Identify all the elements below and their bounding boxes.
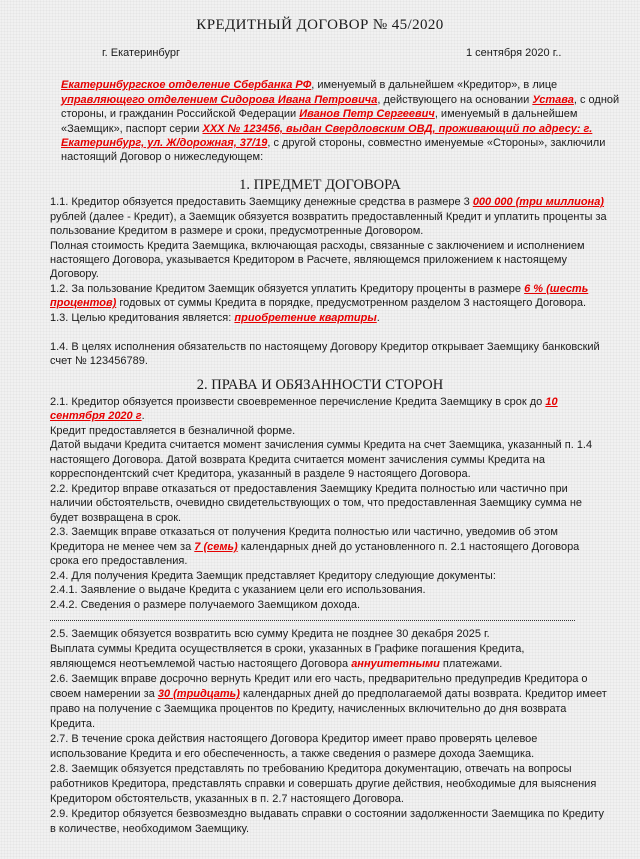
omission-divider [50, 620, 575, 621]
clause-1-1-line-4: Полная стоимость Кредита Заемщика, включающая расходы, связанные с заключением и исполнением [50, 240, 585, 252]
due-date: 10 [545, 396, 558, 408]
clause-2-2-line-3: будет возвращена в срок. [50, 512, 182, 524]
clause-2-9-line-2: в количестве, необходимом Заемщику. [50, 823, 249, 835]
intro-line-5: Екатеринбург, ул. Ж/дорожная, 37/19, с другой стороны, совместно именуемые «Стороны», заключили [61, 137, 606, 149]
contract-city: г. Екатеринбург [102, 47, 180, 59]
clause-1-1-line-2: рублей (далее - Кредит), а Заемщик обязуется возвратить предоставленный Кредит и уплатить проценты за [50, 211, 607, 223]
borrower-name: Иванов Петр Сергеевич [299, 108, 435, 120]
section-1-heading: 1. ПРЕДМЕТ ДОГОВОРА [239, 177, 401, 193]
clause-2-1-line-1: 2.1. Кредитор обязуется произвести своевременное перечисление Кредита Заемщику в срок до 10 [50, 396, 558, 408]
clause-2-8-line-1: 2.8. Заемщик обязуется представлять по требованию Кредитора документацию, отвечать на вопросы [50, 763, 572, 775]
clause-2-3-line-3: срока его предоставления. [50, 555, 188, 567]
clause-2-5-line-1: 2.5. Заемщик обязуется возвратить всю сумму Кредита не позднее 30 декабря 2025 г. [50, 628, 490, 640]
intro-line-2: управляющего отделением Сидорова Ивана Петровича, действующего на основании Устава, с одной [61, 94, 620, 106]
clause-2-3-line-1: 2.3. Заемщик вправе отказаться от получения Кредита полностью или частично, уведомив об этом [50, 526, 558, 538]
clause-2-4-1: 2.4.1. Заявление о выдаче Кредита с указанием цели его использования. [50, 584, 426, 596]
basis-document: Устава [532, 94, 574, 106]
clause-2-6-line-4: Кредита. [50, 718, 96, 730]
clause-1-1-line-5: настоящего Договора, указывается Кредитором в Расчете, являющемся приложением к настоящему [50, 254, 568, 266]
interest-rate-cont: процентов) [50, 297, 117, 309]
clause-1-4-line-2: счет № 123456789. [50, 355, 148, 367]
clause-2-7-line-1: 2.7. В течение срока действия настоящего Договора Кредитор имеет право проверять целевое [50, 733, 538, 745]
intro-line-6: настоящий Договор о нижеследующем: [61, 151, 264, 163]
clause-2-1-line-6: корреспондентский счет Кредитора, указанный в разделе 9 настоящего Договора. [50, 468, 471, 480]
clause-2-1-line-2: сентября 2020 г. [50, 410, 145, 422]
payment-type: аннуитетными [351, 658, 440, 670]
prepayment-notice-days: 30 (тридцать) [157, 688, 240, 700]
contract-date: 1 сентября 2020 г.. [466, 47, 562, 59]
clause-2-2-line-2: наличии обстоятельств, очевидно свидетельствующих о том, что предоставленная Заемщику сумма не [50, 497, 583, 509]
clause-1-1-line-3: пользование Кредитом в размере и сроки, предусмотренные Договором. [50, 225, 424, 237]
clause-2-9-line-1: 2.9. Кредитор обязуется безвозмездно выдавать справки о состоянии задолженности Заемщика по Кредиту [50, 808, 605, 820]
document-title: КРЕДИТНЫЙ ДОГОВОР № 45/2020 [196, 17, 444, 33]
clause-2-8-line-3: Кредитором обстоятельств, указанных в п. 2.7 настоящего Договора. [50, 793, 404, 805]
clause-2-6-line-1: 2.6. Заемщик вправе досрочно вернуть Кредит или его часть, предварительно предупредив Кредитора о [50, 673, 588, 685]
clause-1-2-line-2: процентов) годовых от суммы Кредита в порядке, предусмотренном разделом 3 настоящего Договора. [50, 297, 587, 309]
clause-1-1-line-6: Договору. [50, 268, 99, 280]
due-date-cont: сентября 2020 г [50, 410, 142, 422]
clause-2-6-line-2: своем намерении за 30 (тридцать) календарных дней до предполагаемой даты возврата. Кредитор имеет [50, 688, 607, 700]
clause-1-1-line-1: 1.1. Кредитор обязуется предоставить Заемщику денежные средства в размере 3 000 000 (три миллиона) [50, 196, 604, 208]
manager-name: управляющего отделением Сидорова Ивана Петровича [61, 94, 378, 106]
clause-2-1-line-5: настоящего Договора. Датой возврата Кредита считается момент зачисления суммы Кредита на [50, 454, 545, 466]
clause-2-4-2: 2.4.2. Сведения о размере получаемого Заемщиком дохода. [50, 599, 361, 611]
refusal-notice-days: 7 (семь) [194, 541, 238, 553]
clause-2-2-line-1: 2.2. Кредитор вправе отказаться от предоставления Заемщику Кредита полностью или частично при [50, 483, 568, 495]
intro-line-1: Екатеринбургское отделение Сбербанка РФ, именуемый в дальнейшем «Кредитор», в лице [61, 79, 558, 91]
clause-2-5-line-2: Выплата суммы Кредита осуществляется в сроки, указанных в Графике погашения Кредита, [50, 643, 525, 655]
clause-2-8-line-2: работников Кредитора, представлять справки и совершать другие действия, необходимые для выяснения [50, 778, 597, 790]
intro-line-4: «Заемщик», паспорт серии ХХХ № 123456, выдан Свердловским ОВД, проживающий по адресу: г. [61, 123, 593, 135]
clause-2-1-line-4: Датой выдачи Кредита считается момент зачисления суммы Кредита на счет Заемщика, указанный п. 1.4 [50, 439, 593, 451]
clause-2-6-line-3: право на получение с Заемщика процентов по Кредиту, начисленных включительно до дня возврата [50, 703, 567, 715]
clause-1-2-line-1: 1.2. За пользование Кредитом Заемщик обязуется уплатить Кредитору проценты в размере 6 % (шесть [50, 283, 589, 295]
clause-2-5-line-3: являющемся неотъемлемой частью настоящего Договора аннуитетными платежами. [50, 658, 503, 670]
clause-1-4-line-1: 1.4. В целях исполнения обязательств по настоящему Договору Кредитор открывает Заемщику банковский [50, 341, 600, 353]
clause-2-3-line-2: Кредитора не менее чем за 7 (семь) календарных дней до установленного п. 2.1 настоящего Договора [50, 541, 580, 553]
clause-2-7-line-2: использование Кредита и его обеспеченность, а также сведения о размере дохода Заемщика. [50, 748, 535, 760]
credit-amount: 000 000 (три миллиона) [472, 196, 604, 208]
interest-rate: 6 % (шесть [524, 283, 589, 295]
clause-2-1-line-3: Кредит предоставляется в безналичной форме. [50, 425, 296, 437]
bank-name: Екатеринбургское отделение Сбербанка РФ [61, 79, 312, 91]
section-2-heading: 2. ПРАВА И ОБЯЗАННОСТИ СТОРОН [196, 377, 444, 393]
intro-line-3: стороны, и гражданин Российской Федерации Иванов Петр Сергеевич, именуемый в дальнейшем [61, 108, 578, 120]
borrower-address: Екатеринбург, ул. Ж/дорожная, 37/19 [61, 137, 268, 149]
clause-1-3: 1.3. Целью кредитования является: приобретение квартиры. [50, 312, 380, 324]
credit-purpose: приобретение квартиры [234, 312, 377, 324]
passport-details: ХХХ № 123456, выдан Свердловским ОВД, проживающий по адресу: г. [202, 123, 593, 135]
clause-2-4: 2.4. Для получения Кредита Заемщик представляет Кредитору следующие документы: [50, 570, 496, 582]
